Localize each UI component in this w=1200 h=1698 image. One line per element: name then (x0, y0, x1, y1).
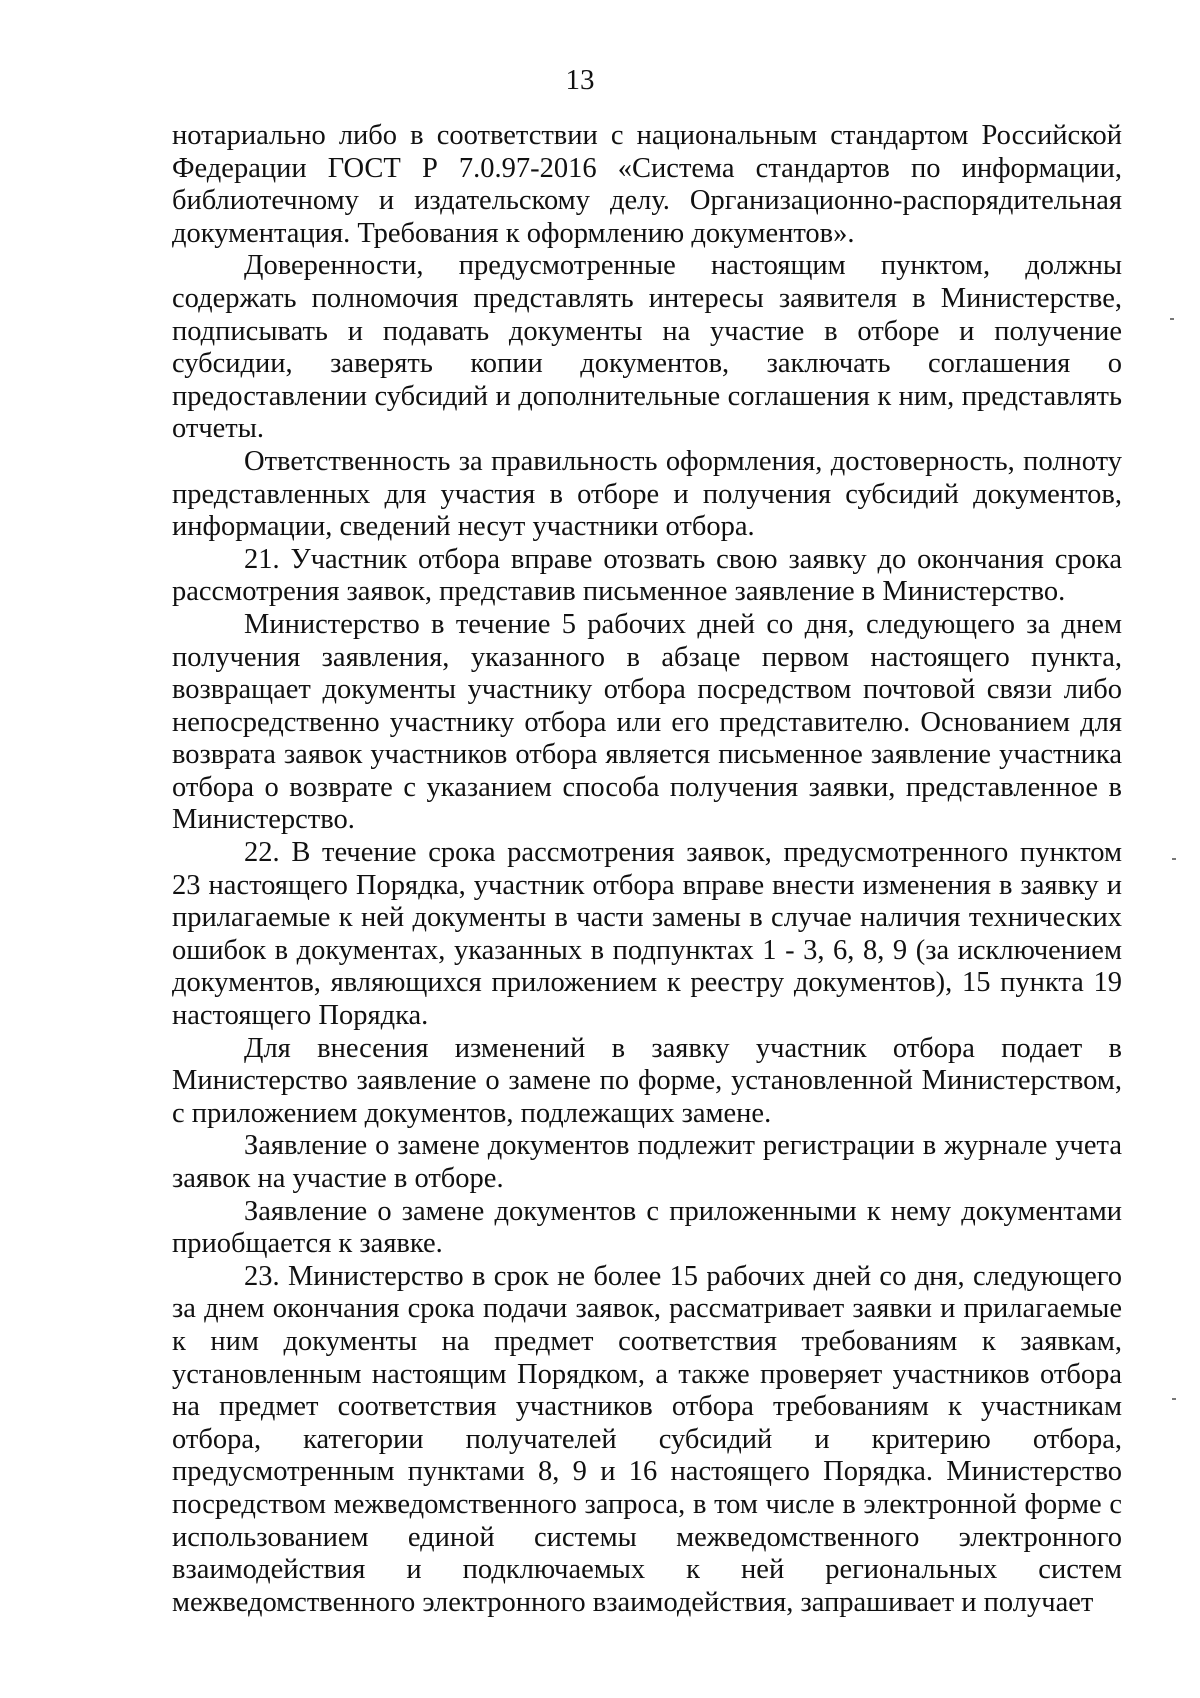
document-body (172, 120, 1122, 1619)
paragraph-continuation: нотариально либо в соответствии с национальным стандартом Российской Федерации ГОСТ Р 7.0.97-2016 «Система стандартов по информации, библиотечному и издательскому делу. Организационно-распорядительная документация. Требования к оформлению документов». (172, 120, 1122, 249)
paragraph-power-of-attorney: Доверенности, предусмотренные настоящим пунктом, должны содержать полномочия представлять интересы заявителя в Министерстве, подписывать и подавать документы на участие в отборе и получение субсидии, заверять копии документов, заключать соглашения о предоставлении субсидий и дополнительные соглашения к ним, представлять отчеты. (172, 250, 1122, 445)
paragraph-item-23: 23. Министерство в срок не более 15 рабочих дней со дня, следующего за днем окончания срока подачи заявок, рассматривает заявки и прилагаемые к ним документы на предмет соответствия требованиям к заявкам, установленным настоящим Порядком, а также проверяет участников отбора на предмет соответствия участников отбора требованиям к участникам отбора, категории получателей субсидий и критерию отбора, предусмотренным пунктами 8, 9 и 16 настоящего Порядка. Министерство посредством межведомственного запроса, в том числе в электронной форме с использованием единой системы межведомственного электронного взаимодействия и подключаемых к ней региональных систем межведомственного электронного взаимодействия, запрашивает и получает (172, 1260, 1122, 1618)
paragraph-attachment: Заявление о замене документов с приложенными к нему документами приобщается к заявке. (172, 1195, 1122, 1260)
scan-speck (1172, 858, 1176, 860)
paragraph-return-documents: Министерство в течение 5 рабочих дней со дня, следующего за днем получения заявления, указанного в абзаце первом настоящего пункта, возвращает документы участнику отбора посредством почтовой связи либо непосредственно участнику отбора или его представителю. Основанием для возврата заявок участников отбора является письменное заявление участника отбора о возврате с указанием способа получения заявки, представленное в Министерство. (172, 608, 1122, 836)
paragraph-item-22: 22. В течение срока рассмотрения заявок, предусмотренного пунктом 23 настоящего Порядка, участник отбора вправе внести изменения в заявку и прилагаемые к ней документы в части замены в случае наличия технических ошибок в документах, указанных в подпунктах 1 - 3, 6, 8, 9 (за исключением документов, являющихся приложением к реестру документов), 15 пункта 19 настоящего Порядка. (172, 837, 1122, 1032)
paragraph-change-request: Для внесения изменений в заявку участник отбора подает в Министерство заявление о замене по форме, установленной Министерством, с приложением документов, подлежащих замене. (172, 1032, 1122, 1129)
paragraph-responsibility: Ответственность за правильность оформления, достоверность, полноту представленных для участия в отборе и получения субсидий документов, информации, сведений несут участники отбора. (172, 445, 1122, 543)
scan-speck (1172, 1398, 1176, 1400)
paragraph-registration: Заявление о замене документов подлежит регистрации в журнале учета заявок на участие в отборе. (172, 1130, 1122, 1194)
page-number: 13 (565, 64, 595, 96)
scan-speck (1170, 318, 1174, 320)
paragraph-item-21: 21. Участник отбора вправе отозвать свою заявку до окончания срока рассмотрения заявок, представив письменное заявление в Министерство. (172, 543, 1122, 608)
